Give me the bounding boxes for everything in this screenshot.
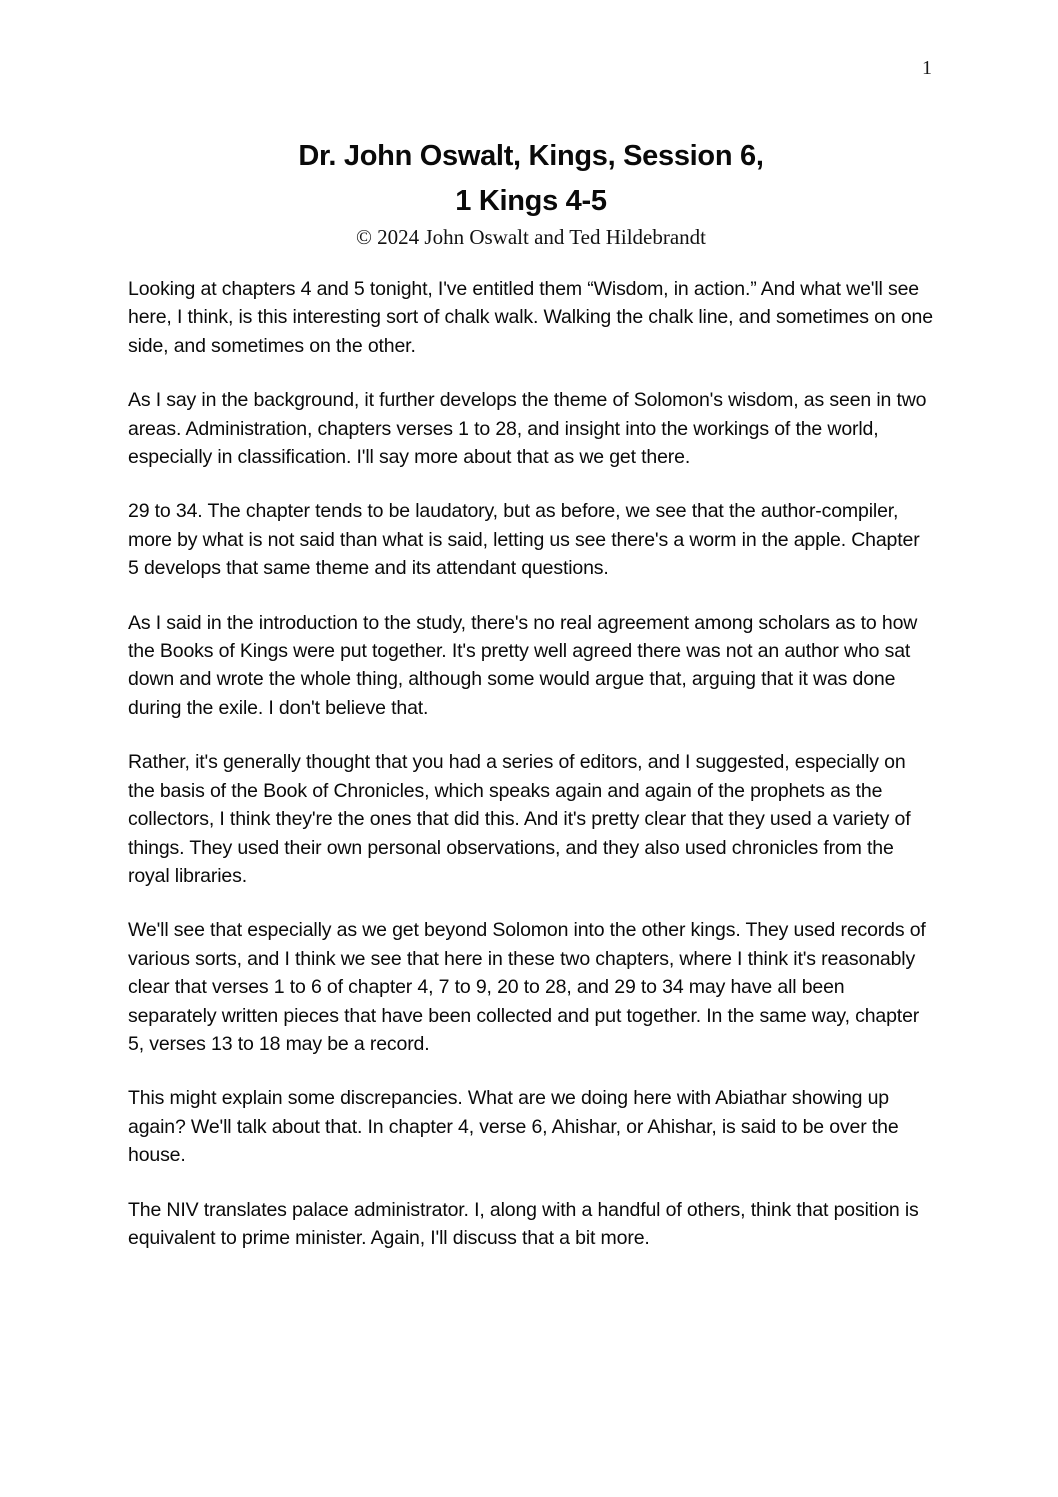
paragraph: As I say in the background, it further develops the theme of Solomon's wisdom, as seen in two areas. Administration, chapters verses 1 to 28, and insight into the workings of the world, especially in classification. I'll say more about that as we get there.	[128, 389, 927, 469]
copyright-line: © 2024 John Oswalt and Ted Hildebrandt	[355, 225, 707, 249]
document-title	[128, 134, 934, 224]
paragraph: 29 to 34. The chapter tends to be laudatory, but as before, we see that the author-compiler, more by what is not said than what is said, letting us see there's a worm in the apple. Chapter 5 develops that same theme and its attendant questions.	[128, 500, 920, 580]
paragraph: As I said in the introduction to the study, there's no real agreement among scholars as to how the Books of Kings were put together. It's pretty well agreed there was not an author who sat down and wrote the whole thing, although some would argue that, arguing that it was done during the exile. I don't believe that.	[128, 611, 918, 719]
paragraph: This might explain some discrepancies. What are we doing here with Abiathar showing up again? We'll talk about that. In chapter 4, verse 6, Ahishar, or Ahishar, is said to be over the house.	[128, 1087, 899, 1167]
title-line-1: Dr. John Oswalt, Kings, Session 6,	[298, 140, 764, 172]
paragraph: Looking at chapters 4 and 5 tonight, I've entitled them “Wisdom, in action.” And what we'll see here, I think, is this interesting sort of chalk walk. Walking the chalk line, and sometimes on one side, and sometimes on the other.	[128, 278, 933, 357]
paragraph: The NIV translates palace administrator. I, along with a handful of others, think that position is equivalent to prime minister. Again, I'll discuss that a bit more.	[128, 1198, 919, 1249]
document-content	[128, 0, 934, 1278]
paragraph: We'll see that especially as we get beyond Solomon into the other kings. They used records of various sorts, and I think we see that here in these two chapters, where I think it's reasonably clear that verses 1 to 6 of chapter 4, 7 to 9, 20 to 28, and 29 to 34 may have all been separately written pieces that have been collected and put together. In the same way, chapter 5, verses 13 to 18 may be a record.	[128, 919, 926, 1055]
transcript-body	[128, 275, 934, 1252]
paragraph: Rather, it's generally thought that you had a series of editors, and I suggested, especially on the basis of the Book of Chronicles, which speaks again and again of the prophets as the collectors, I think they're the ones that did this. And it's pretty clear that they used a variety of things. They used their own personal observations, and they also used chronicles from the royal libraries.	[128, 751, 911, 887]
title-line-2: 1 Kings 4-5	[455, 185, 607, 217]
page-number: 1	[922, 57, 932, 79]
